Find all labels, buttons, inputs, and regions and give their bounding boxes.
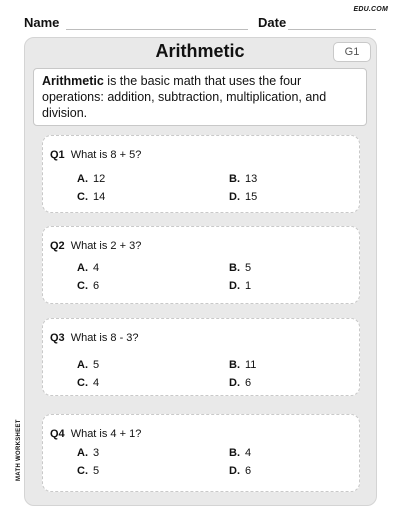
option-value: 4 <box>245 447 252 459</box>
question-number: Q1 <box>50 149 65 161</box>
question-line <box>50 149 141 161</box>
option-c[interactable] <box>77 465 99 477</box>
option-a[interactable] <box>77 262 99 274</box>
question-card-3 <box>42 318 360 396</box>
option-letter: D. <box>229 377 240 389</box>
option-value: 5 <box>93 359 100 371</box>
question-line <box>50 428 141 440</box>
option-b[interactable] <box>229 359 256 371</box>
option-b[interactable] <box>229 173 257 185</box>
option-b[interactable] <box>229 262 251 274</box>
option-letter: A. <box>77 447 88 459</box>
option-value: 6 <box>245 377 252 389</box>
option-letter: D. <box>229 280 240 292</box>
option-letter: C. <box>77 191 88 203</box>
option-letter: B. <box>229 262 240 274</box>
option-d[interactable] <box>229 377 251 389</box>
intro-term: Arithmetic <box>42 74 104 88</box>
question-text: What is 4 + 1? <box>70 428 142 440</box>
option-letter: A. <box>77 173 88 185</box>
name-label: Name <box>24 15 60 30</box>
intro-box <box>33 68 367 126</box>
option-letter: B. <box>229 173 240 185</box>
option-letter: C. <box>77 465 88 477</box>
option-letter: A. <box>77 262 88 274</box>
option-letter: D. <box>229 465 240 477</box>
option-value: 15 <box>245 191 258 203</box>
option-letter: D. <box>229 191 240 203</box>
option-d[interactable] <box>229 465 251 477</box>
question-number: Q2 <box>50 240 65 252</box>
question-line <box>50 240 141 252</box>
option-c[interactable] <box>77 191 105 203</box>
option-c[interactable] <box>77 377 99 389</box>
option-letter: B. <box>229 447 240 459</box>
option-d[interactable] <box>229 191 257 203</box>
question-number: Q4 <box>50 428 65 440</box>
brand-logo: EDU.COM <box>353 6 388 13</box>
option-value: 5 <box>93 465 100 477</box>
option-value: 4 <box>93 262 100 274</box>
date-line <box>288 29 376 30</box>
grade-badge: G1 <box>333 42 371 62</box>
option-a[interactable] <box>77 359 99 371</box>
question-text: What is 2 + 3? <box>70 240 142 252</box>
name-line <box>66 29 248 30</box>
question-text: What is 8 - 3? <box>70 332 139 344</box>
option-d[interactable] <box>229 280 251 292</box>
question-card-2 <box>42 226 360 304</box>
option-a[interactable] <box>77 447 99 459</box>
option-a[interactable] <box>77 173 105 185</box>
option-letter: B. <box>229 359 240 371</box>
question-card-1 <box>42 135 360 213</box>
option-value: 11 <box>245 359 257 371</box>
question-line <box>50 332 139 344</box>
option-value: 4 <box>93 377 100 389</box>
option-value: 3 <box>93 447 100 459</box>
question-number: Q3 <box>50 332 65 344</box>
option-value: 14 <box>93 191 106 203</box>
question-card-4 <box>42 414 360 492</box>
option-value: 5 <box>245 262 252 274</box>
option-value: 6 <box>93 280 100 292</box>
intro-text: is the basic math that uses the four operations: addition, subtraction, multiplication, and division. <box>42 74 327 120</box>
option-c[interactable] <box>77 280 99 292</box>
question-text: What is 8 + 5? <box>70 149 142 161</box>
page-title: Arithmetic <box>155 41 245 61</box>
side-label: MATH WORKSHEET <box>16 419 22 481</box>
option-value: 12 <box>93 173 106 185</box>
option-letter: A. <box>77 359 88 371</box>
option-b[interactable] <box>229 447 251 459</box>
option-value: 13 <box>245 173 258 185</box>
option-letter: C. <box>77 377 88 389</box>
option-letter: C. <box>77 280 88 292</box>
option-value: 6 <box>245 465 252 477</box>
option-value: 1 <box>245 280 252 292</box>
date-label: Date <box>258 15 287 30</box>
